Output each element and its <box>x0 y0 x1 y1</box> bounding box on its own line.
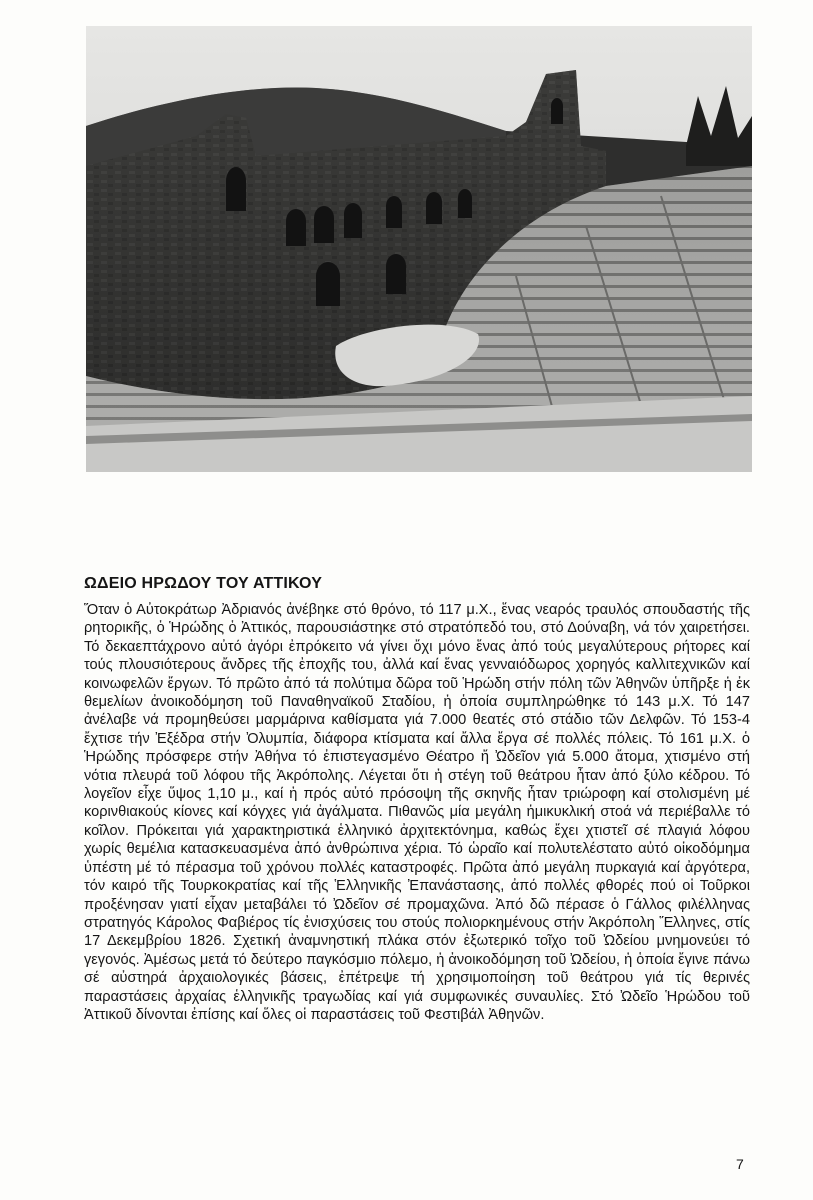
article-title: ΩΔΕΙΟ ΗΡΩΔΟΥ ΤΟΥ ΑΤΤΙΚΟΥ <box>84 575 323 592</box>
page-number: 7 <box>736 1156 744 1172</box>
odeon-photo-drawing <box>86 26 752 472</box>
ancient-odeon-photo <box>86 26 752 472</box>
article-body: Ὅταν ὁ Αὐτοκράτωρ Ἀδριανός ἀνέβηκε στό θρόνο, τό 117 μ.Χ., ἕνας νεαρός τραυλός σπουδαστής τῆς ρητορικῆς, ὁ Ἡρώδης ὁ Ἀττικός, παρουσιάστηκε στό στρατόπεδό του, στό Δούναβη, νά τόν χαιρετήσει. Τό δεκαεπτάχρονο αὐτό ἀγόρι ἐπρόκειτο νά γίνει ὄχι μόνο ἕνας ἀπό τούς μεγαλύτερους ρήτορες καί τούς πλουσιότερους ἄνδρες τῆς ἐποχῆς του, ἀλλά καί ἕνας γενναιόδωρος χορηγός καλλιτεχνικῶν καί κοινωφελῶν ἔργων. Τό πρῶτο ἀπό τά πολύτιμα δῶρα τοῦ Ἡρώδη στήν πόλη τῶν Ἀθηνῶν ὑπῆρξε ἡ ἐκ θεμελίων ἀνοικοδόμηση τοῦ Παναθηναϊκοῦ Σταδίου, ἡ ὁποία συμπληρώθηκε τό 143 μ.Χ. Τό 147 ἀνέλαβε νά προμηθεύσει μαρμάρινα καθίσματα γιά 7.000 θεατές στό στάδιο τῶν Δελφῶν. Τό 153-4 ἔχτισε τήν Ἐξέδρα στήν Ὀλυμπία, διάφορα κτίσματα καί ἄλλα ἔργα σέ πολλές πόλεις. Τό 161 μ.Χ. ὁ Ἡρώδης πρόσφερε στήν Ἀθήνα τό ἐπιστεγασμένο Θέατρο ἤ Ὠδεῖον γιά 5.000 ἄτομα, χτισμένο στή νότια πλευρά τοῦ λόφου τῆς Ἀκρόπολης. Λέγεται ὅτι ἡ στέγη τοῦ θεάτρου ἦταν ἀπό ξύλο κέδρου. Τό λογεῖον εἶχε ὕψος 1,10 μ., καί ἡ πρός αὐτό πρόσοψη τῆς σκηνῆς ἦταν τριώροφη καί στολισμένη μέ κορινθιακούς κίονες καί κόγχες γιά ἀγάλματα. Πιθανῶς μία μεγάλη ἡμικυκλική στοά νά περιέβαλλε τό κοῖλον. Πρόκειται γιά χαρακτηριστικά ἑλληνικό ἀρχιτεκτόνημα, καθώς ἔχει χτιστεῖ σέ πλαγιά λόφου χωρίς θεμέλια κατασκευασμένα ἀπό ἀνθρώπινα χέρια. Τό ὡραῖο καί πολυτελέστατο αὐτό οἰκοδόμημα ὑπέστη μέ τό πέρασμα τοῦ χρόνου πολλές καταστροφές. Πρῶτα ἀπό μεγάλη πυρκαγιά καί ἀργότερα, τόν καιρό τῆς Τουρκοκρατίας καί τῆς Ἑλληνικῆς Ἐπανάστασης, ἀπό πολλές φθορές πού οἱ Τοῦρκοι προξένησαν γιατί εἶχαν μεταβάλει τό Ὠδεῖον σέ προμαχῶνα. Ἀπό δῶ πέρασε ὁ Γάλλος φιλέλληνας στρατηγός Κάρολος Φαβιέρος τίς ἐνισχύσεις του στούς πολιορκημένους στήν Ἀκρόπολη Ἕλληνες, στίς 17 Δεκεμβρίου 1826. Σχετική ἀναμνηστική πλάκα στόν ἐξωτερικό τοῖχο τοῦ Ὠδείου μνημονεύει τό γεγονός. Ἀμέσως μετά τό δεύτερο παγκόσμιο πόλεμο, ἡ ἀνοικοδόμηση τοῦ Ὠδείου, ἡ ὁποία ἔγινε πάνω σέ αὐστηρά ἀρχαιολογικές βάσεις, ἐπέτρεψε τή χρησιμοποίηση τοῦ θεάτρου γιά τίς θερινές παραστάσεις ἀρχαίας ἑλληνικῆς τραγωδίας καί γιά συμφωνικές συναυλίες. Στό Ὠδεῖο Ἡρώδου τοῦ Ἀττικοῦ δίνονται ἐπίσης καί ὅλες οἱ παραστάσεις τοῦ Φεστιβάλ Ἀθηνῶν. <box>84 602 750 1023</box>
article <box>84 574 750 1024</box>
